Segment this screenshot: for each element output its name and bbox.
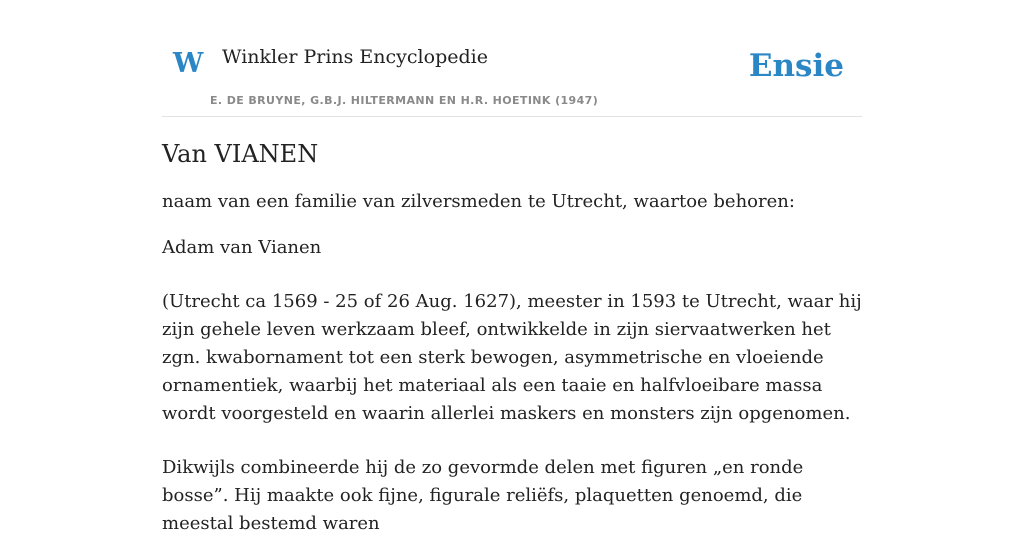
publication-authors: E. DE BRUYNE, G.B.J. HILTERMANN EN H.R. HOETINK (1947) [210, 94, 599, 107]
article-content [162, 138, 862, 538]
article-title: Van VIANEN [162, 140, 319, 168]
site-logo[interactable]: Ensie [748, 48, 844, 84]
page-header [162, 0, 862, 117]
article-subject: Adam van Vianen [162, 237, 322, 258]
article-paragraph: (Utrecht ca 1569 - 25 of 26 Aug. 1627), meester in 1593 te Utrecht, waar hij zijn gehele leven werkzaam bleef, ontwikkelde in zijn siervaatwerken het zgn. kwabornament tot een sterk bewogen, asymmetrische en vloeiende ornamentiek, waarbij het materiaal als een taaie en halfvloeibare massa wordt voorgesteld en waarin allerlei maskers en monsters zijn opgenomen. [162, 291, 862, 424]
publication-logo[interactable]: W [173, 48, 204, 79]
article-paragraph: Dikwijls combineerde hij de zo gevormde delen met figuren „en ronde bosse”. Hij maakte ook fijne, figurale reliëfs, plaquetten genoemd, die meestal bestemd waren [162, 457, 804, 534]
article-intro: naam van een familie van zilversmeden te Utrecht, waartoe behoren: [162, 191, 795, 212]
publication-title[interactable]: Winkler Prins Encyclopedie [222, 46, 488, 68]
